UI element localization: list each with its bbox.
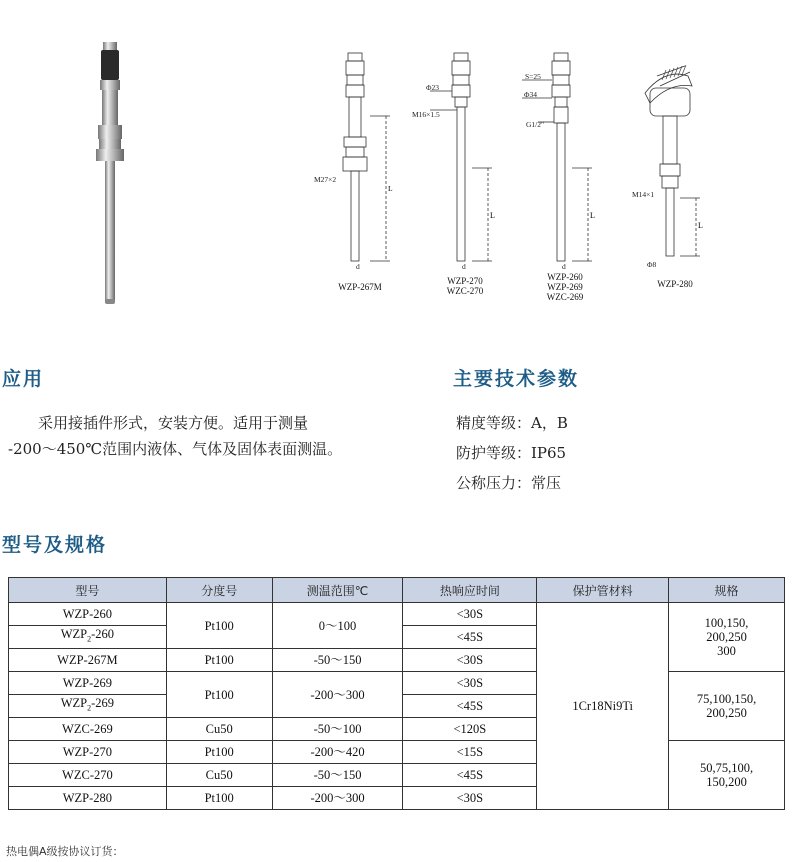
product-photo [85, 40, 135, 310]
drawing-wzp-270 [420, 48, 500, 273]
application-line-1: 采用接插件形式，安装方便。适用于测量 [38, 414, 309, 432]
dim-phi34: Φ34 [524, 90, 537, 99]
param-accuracy: 精度等级：A，B [456, 414, 568, 432]
dim-phi8: Φ8 [647, 260, 657, 269]
dim-m14x1: M14×1 [632, 190, 655, 199]
model-tail: -260 [91, 627, 115, 642]
model-sub: 2 [87, 703, 92, 713]
svg-text:L: L [698, 221, 703, 230]
cell-model: WZP-280 [9, 787, 167, 810]
cell-range: -200～300 [272, 787, 403, 810]
dim-phi23: Φ23 [426, 83, 439, 92]
drawing-wzp-267m [310, 48, 400, 273]
spec-line: 150,200 [706, 775, 747, 789]
cell-model: WZP-260 [9, 603, 167, 626]
cell-range: -50～150 [272, 764, 403, 787]
cell-model: WZC-270 [9, 764, 167, 787]
header-range: 测温范围℃ [272, 578, 403, 603]
application-text [8, 410, 408, 462]
cell-response: <45S [403, 626, 537, 649]
cell-model [9, 626, 167, 649]
params-heading: 主要技术参数 [453, 368, 580, 390]
cell-response: <30S [403, 787, 537, 810]
cell-index: Pt100 [166, 672, 272, 718]
cell-range: -200～420 [272, 741, 403, 764]
cell-response: <30S [403, 672, 537, 695]
cell-model: WZP-270 [9, 741, 167, 764]
cell-response: <15S [403, 741, 537, 764]
cell-index: Pt100 [166, 741, 272, 764]
cell-range: -50～150 [272, 649, 403, 672]
model-tail: -269 [91, 696, 115, 711]
table-row [9, 672, 785, 695]
spec-line: 50,75,100, [699, 761, 754, 775]
header-response: 热响应时间 [403, 578, 537, 603]
caption-wzp-267m: WZP-267M [338, 282, 382, 292]
drawing-wzp-260 [520, 48, 600, 273]
model-main: WZP [60, 627, 88, 642]
cell-response: <30S [403, 649, 537, 672]
spec-table [8, 577, 785, 810]
cell-spec-b [669, 672, 785, 741]
cell-response: <120S [403, 718, 537, 741]
cell-range: -50～100 [272, 718, 403, 741]
cell-spec-c [669, 741, 785, 810]
spec-line: 200,250 [706, 630, 747, 644]
caption-wzp-270 [430, 276, 500, 296]
header-material: 保护管材料 [537, 578, 669, 603]
cell-range: -200～300 [272, 672, 403, 718]
param-protection: 防护等级：IP65 [456, 444, 567, 462]
dim-m27x2: M27×2 [314, 175, 337, 184]
dim-d-3: d [562, 262, 566, 271]
model-main: WZP [60, 696, 88, 711]
table-row [9, 741, 785, 764]
caption-line: WZP-260 [547, 272, 583, 282]
cell-response: <45S [403, 695, 537, 718]
cell-index: Pt100 [166, 787, 272, 810]
header-spec: 规格 [669, 578, 785, 603]
spec-line: 100,150, [704, 616, 749, 630]
svg-text:L: L [490, 211, 495, 220]
cell-model: WZP-269 [9, 672, 167, 695]
caption-line: WZC-270 [446, 286, 484, 296]
dim-m16x1-5: M16×1.5 [412, 110, 440, 119]
cell-index: Cu50 [166, 764, 272, 787]
caption-line: WZP-269 [547, 282, 583, 292]
cell-material: 1Cr18Ni9Ti [537, 603, 669, 810]
cell-model: WZP-267M [9, 649, 167, 672]
cell-model [9, 695, 167, 718]
spec-line: 200,250 [706, 706, 747, 720]
spec-line: 75,100,150, [696, 692, 757, 706]
cell-response: <45S [403, 764, 537, 787]
application-line-2: -200～450℃范围内液体、气体及固体表面测温。 [8, 440, 343, 458]
svg-text:L: L [388, 184, 393, 193]
dim-g1-2: G1/2" [526, 120, 545, 129]
header-model: 型号 [9, 578, 167, 603]
model-sub: 2 [87, 634, 92, 644]
spec-line: 300 [717, 644, 736, 658]
caption-wzp-280: WZP-280 [657, 279, 693, 289]
dim-s25: S=25 [525, 72, 541, 81]
cell-index: Cu50 [166, 718, 272, 741]
dim-d-1: d [356, 262, 360, 271]
cell-index: Pt100 [166, 603, 272, 649]
caption-line: WZP-270 [447, 276, 483, 286]
cell-index: Pt100 [166, 649, 272, 672]
dim-d-2: d [462, 262, 466, 271]
caption-line: WZC-269 [546, 292, 584, 302]
application-heading: 应用 [2, 368, 45, 390]
header-index: 分度号 [166, 578, 272, 603]
drawing-wzp-280 [620, 48, 715, 273]
table-header-row [9, 578, 785, 603]
svg-text:L: L [590, 211, 595, 220]
models-heading: 型号及规格 [2, 534, 108, 556]
params-list [456, 408, 568, 498]
cell-range: 0～100 [272, 603, 403, 649]
cell-model: WZC-269 [9, 718, 167, 741]
footer-note: 热电偶A级按协议订货： [6, 845, 124, 858]
cell-spec-a [669, 603, 785, 672]
caption-wzp-260 [530, 272, 600, 302]
table-row [9, 603, 785, 626]
cell-response: <30S [403, 603, 537, 626]
param-pressure: 公称压力：常压 [456, 474, 562, 492]
